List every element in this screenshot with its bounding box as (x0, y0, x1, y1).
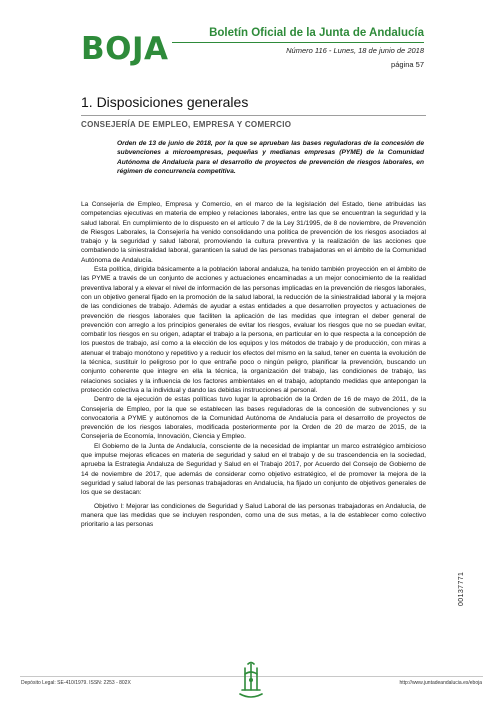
issue-info: Número 116 - Lunes, 18 de junio de 2018 (286, 46, 424, 55)
body-paragraph: La Consejería de Empleo, Empresa y Comercio, en el marco de la legislación del Estado, tiene atribuidas las competencias ejecutivas en materia de empleo y relaciones laborales, entre las que se encuentran la seguridad y la salud laboral. En cumplimiento de lo dispuesto en el artículo 7 de la Ley 31/1995, de 8 de noviembre, de Prevención de Riesgos Laborales, la Consejería ha venido consolidando una política de prevención de los riesgos asociados al trabajo y la seguridad y salud laboral, promoviendo la cultura preventiva y la realización de las acciones que combatiendo la siniestralidad laboral, garanticen la salud de las personas trabajadoras en el ámbito de la Comunidad Autónoma de Andalucía. (81, 201, 426, 264)
website-link[interactable]: http://www.juntadeandalucia.es/eboja (399, 680, 482, 686)
boja-logo: BOJA (81, 31, 169, 67)
body-text (81, 200, 426, 529)
header-divider (172, 42, 424, 43)
body-paragraph: Dentro de la ejecución de estas políticas tuvo lugar la aprobación de la Orden de 16 de mayo de 2011, de la Consejería de Empleo, por la que se establecen las bases reguladoras de la concesión de subvenciones y su convocatoria a PYME y autónomos de la Comunidad Autónoma de Andalucía para el desarrollo de proyectos de prevención de los riesgos laborales, modificada posteriormente por la Orden de 20 de marzo de 2015, de la Consejería de Economía, Innovación, Ciencia y Empleo. (81, 396, 426, 441)
junta-seal-icon (236, 660, 266, 702)
bulletin-title: Boletín Oficial de la Junta de Andalucía (209, 27, 424, 39)
body-paragraph: Objetivo I: Mejorar las condiciones de Seguridad y Salud Laboral de las personas trabajadoras en Andalucía, de manera que las medidas que se incluyen responden, como una de sus metas, a la de establecer como colectivo prioritario a las personas (81, 502, 426, 529)
legal-deposit: Depósito Legal: SE-410/1979. ISSN: 2253 - 802X (21, 680, 131, 686)
registration-number: 00137771 (458, 571, 465, 606)
page-number: página 57 (391, 60, 424, 69)
ministry-heading: CONSEJERÍA DE EMPLEO, EMPRESA Y COMERCIO (81, 120, 292, 129)
body-paragraph: Esta política, dirigida básicamente a la población laboral andaluza, ha tenido también proyección en el ámbito de las PYME a través de un conjunto de acciones y actuaciones encaminadas a un mejor conocimiento de la realidad preventiva laboral y a elevar el nivel de información de las personas implicadas en la prevención de riesgos laborales, con un objetivo general fijado en la promoción de la salud laboral, la reducción de la siniestralidad laboral y la mejora de las condiciones de trabajo. Además de ayudar a estas entidades a que desarrollen proyectos y actuaciones de prevención de riesgos laborales que faciliten la aplicación de las medidas que integran el deber general de prevención con arreglo a los principios generales de evitar los riesgos, evaluar los riesgos que no se puedan evitar, combatir los riesgos en su origen, adaptar el trabajo a la persona, en particular en lo que respecta a la concepción de los puestos de trabajo, así como a la elección de los equipos y los métodos de trabajo y de producción, con miras a atenuar el trabajo monótono y repetitivo y a reducir los efectos del mismo en la salud, tener en cuenta la evolución de la técnica, sustituir lo peligroso por lo que entrañe poco o ningún peligro, planificar la prevención, buscando un conjunto coherente que integre en ella la técnica, la organización del trabajo, las condiciones de trabajo, las relaciones sociales y la influencia de los factores ambientales en el trabajo, adoptando medidas que antepongan la protección colectiva a la individual y dando las debidas instrucciones al personal. (81, 266, 426, 394)
body-paragraph: El Gobierno de la Junta de Andalucía, consciente de la necesidad de implantar un marco estratégico ambicioso que impulse mejoras eficaces en materia de seguridad y salud en el trabajo y de su trascendencia en la sociedad, aprueba la Estrategia Andaluza de Seguridad y Salud en el Trabajo 2017, por Acuerdo del Consejo de Gobierno de 14 de noviembre de 2017, que además de considerar como objetivo estratégico, el de promover la mejora de la seguridad y salud laboral de las personas trabajadoras en Andalucía, ha fijado un conjunto de objetivos generales de los que se destacan: (81, 442, 426, 497)
order-summary: Orden de 13 de junio de 2018, por la que se aprueban las bases reguladoras de la concesión de subvenciones a microempresas, pequeñas y medianas empresas (PYME) de la Comunidad Autónoma de Andalucía para el desarrollo de proyectos de prevención de riesgos laborales, en régimen de concurrencia competitiva. (117, 140, 424, 175)
section-title: 1. Disposiciones generales (81, 94, 249, 110)
section-divider (81, 115, 426, 116)
